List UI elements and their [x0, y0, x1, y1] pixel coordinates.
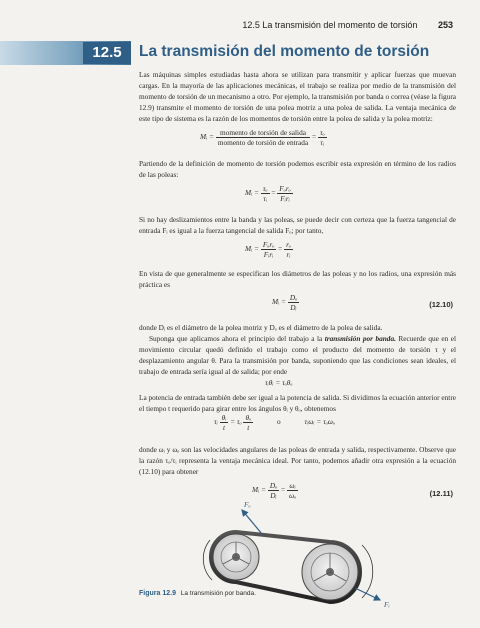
p6-text-c: Recuerde que en el movimiento circular quedó definido el trabajo como el producto del momento de torsión τ y el desplazamiento angular θ. Para la transmisión por banda, suponiendo que las condiciones sean ideales, el trabajo de entrada sería igual al de salida; por ende — [139, 334, 456, 376]
eq3-num2: rₒ — [286, 240, 291, 249]
eq2-num2: Fₒrₒ — [279, 184, 291, 193]
equation-radii: Mᵢ = $\frac{\text{τₒ}}{\text{τᵢ}}$ = $\frac{\text{Fₒrₒ}}{\text{Fᵢrᵢ}}$ — [245, 184, 291, 203]
eq7-den1: Dᵢ — [270, 491, 277, 500]
equation-work: τᵢθᵢ = τₒθₒ — [265, 378, 293, 387]
eq1-ratio — [318, 128, 327, 147]
eq1-ratio-num: τₒ — [319, 128, 325, 137]
force-label-output: Fₒ — [244, 500, 251, 509]
eq1-ratio-den: τᵢ — [320, 138, 325, 147]
section-title: La transmisión del momento de torsión — [139, 43, 430, 60]
eq6-den2: t — [247, 423, 250, 432]
eq2-frac1 — [261, 184, 270, 203]
eq6-tau-in: τᵢ — [214, 417, 218, 427]
paragraph-radii: Partiendo de la definición de momento de torsión podemos escribir esta expresión en término de los radios de las poleas: — [139, 159, 456, 179]
eq3-frac2 — [284, 240, 293, 259]
eq3-den2: rᵢ — [286, 250, 291, 259]
eq6-or: o — [276, 417, 281, 427]
eq6-num1: θᵢ — [221, 413, 227, 422]
eq6-num2: θₒ — [245, 413, 252, 422]
eq1-lhs: Mᵢ = — [200, 132, 214, 142]
paragraph-work-principle — [139, 333, 456, 377]
eq3-num1: Fₒrₒ — [262, 240, 275, 249]
equation-number-12-10: (12.10) — [429, 300, 453, 309]
figure-caption-text: La transmisión por banda. — [180, 590, 256, 597]
eq4-lhs: Mᵢ = — [272, 297, 286, 307]
equation-mechanical-advantage: Mᵢ = $\frac{\text{momento de torsión de salida}}{\text{momento de torsión de entrada}}$ = $\frac{\text{τₒ}}{\text{τᵢ}}$ — [200, 128, 325, 147]
eq4-frac — [288, 293, 299, 312]
eq2-den1: τᵢ — [263, 194, 268, 203]
eq4-num: Dₒ — [289, 293, 298, 302]
force-label-input: Fᵢ — [384, 600, 390, 609]
eq2-den2: Fᵢrᵢ — [280, 194, 290, 203]
paragraph-power: La potencia de entrada también debe ser igual a la potencia de salida. Si dividimos la ecuación anterior entre el tiempo t requerido para girar entre los ángulos θᵢ y θₒ, obtenemos — [139, 393, 456, 413]
eq7-lhs: Mᵢ = — [252, 485, 266, 495]
eq6-frac1 — [220, 413, 229, 432]
p6-text-a: Suponga que aplicamos ahora el principio del trabajo a la — [149, 334, 325, 343]
force-arrow-top — [242, 510, 262, 534]
p6-term: transmisión por banda. — [324, 334, 396, 343]
eq6-right: τᵢωᵢ = τₒωₒ — [304, 417, 336, 427]
eq3-den1: Fᵢrᵢ — [263, 250, 274, 259]
eq6-frac2 — [243, 413, 253, 432]
eq7-frac1 — [268, 481, 279, 500]
running-title: 12.5 La transmisión del momento de torsión — [242, 20, 418, 30]
equation-power — [214, 413, 335, 432]
equation-12-10 — [272, 293, 299, 312]
eq3-frac1 — [261, 240, 276, 259]
running-header — [242, 20, 453, 30]
figure-label: Figura 12.9 — [139, 590, 176, 597]
paragraph-diameters: En vista de que generalmente se especifican los diámetros de las poleas y no los radios, una expresión más práctica es — [139, 269, 456, 289]
figure-caption — [139, 590, 256, 597]
rotation-arc-right — [362, 545, 373, 598]
eq6-tau-out: = τₒ — [230, 417, 242, 427]
paragraph-where-diameter: donde Dᵢ es el diámetro de la polea motriz y Dₒ es el diámetro de la polea de salida. — [139, 323, 383, 332]
force-arrow-right — [355, 588, 380, 600]
eq3-lhs: Mᵢ = — [245, 244, 259, 254]
eq1-numerator: momento de torsión de salida — [216, 128, 310, 138]
eq4-den: Dᵢ — [290, 303, 297, 312]
page-number: 253 — [437, 20, 453, 30]
equation-number-12-11: (12.11) — [429, 489, 453, 498]
eq7-frac2 — [287, 481, 298, 500]
eq1-denominator: momento de torsión de entrada — [217, 138, 309, 147]
eq7-den2: ωₒ — [288, 491, 297, 500]
section-number: 12.5 — [83, 42, 131, 64]
eq7-num2: ωᵢ — [287, 481, 298, 491]
equation-12-11: Mᵢ = $\frac{\text{Dₒ}}{\text{Dᵢ}}$ = $\frac{\text{ωᵢ}}{\text{ωₒ}}$ — [252, 481, 297, 500]
eq2-lhs: Mᵢ = — [245, 188, 259, 198]
eq2-num1: τₒ — [262, 184, 268, 193]
paragraph-angular-velocity: donde ωᵢ y ωₒ son las velocidades angulares de las poleas de entrada y salida, respectivamente. Observe que la razón τₒ/τᵢ representa la ventaja mecánica ideal. Por tanto, podemos añadir otra expresión a la ecuación (12.10) para obtener — [139, 445, 456, 476]
eq6-den1: t — [222, 423, 225, 432]
paragraph-intro: Las máquinas simples estudiadas hasta ahora se utilizan para transmitir y aplicar fuerzas que muevan cargas. En la mayoría de las aplicaciones mecánicas, el trabajo se realiza por medio de la transmisión del momento de torsión de un mecanismo a otro. Por ejemplo, la transmisión por banda o correa (véase la figura 12.9) transmite el momento de torsión de una polea motriz a una polea de salida. La ventaja mecánica de este tipo de sistema es la razón de los momentos de torsión entre la polea de salida y la polea motriz: — [139, 70, 456, 123]
rotation-arc-left — [203, 540, 212, 580]
output-pulley — [302, 544, 358, 600]
eq2-frac2 — [277, 184, 292, 203]
paragraph-no-slip: Si no hay deslizamientos entre la banda y las poleas, se puede decir con certeza que la fuerza tangencial de entrada Fᵢ es igual a la fuerza tangencial de salida Fₒ; por tanto, — [139, 215, 456, 235]
eq7-num1: Dₒ — [269, 481, 278, 490]
equation-force-radii: Mᵢ = $\frac{\text{Fₒrₒ}}{\text{Fᵢrᵢ}}$ = $\frac{\text{rₒ}}{\text{rᵢ}}$ — [245, 240, 291, 259]
drive-pulley — [213, 534, 259, 580]
eq1-fraction — [216, 128, 310, 147]
